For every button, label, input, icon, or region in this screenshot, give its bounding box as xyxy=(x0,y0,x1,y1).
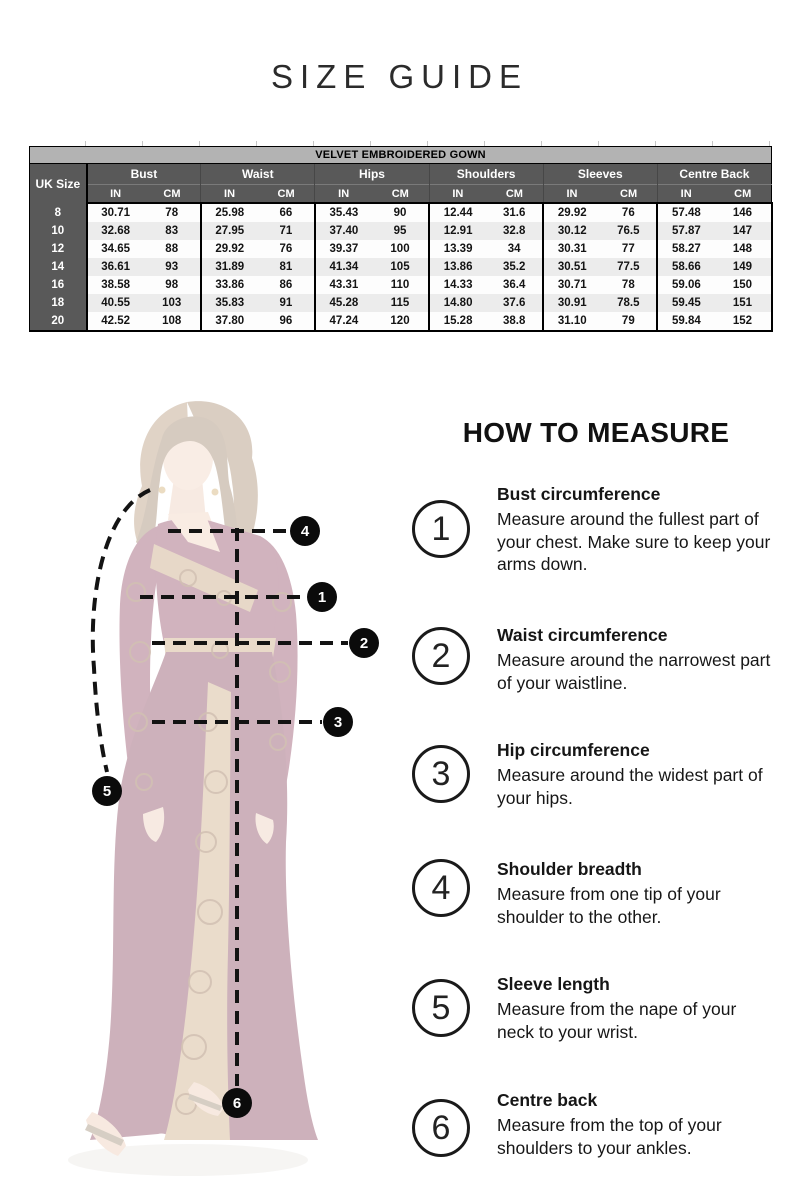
size-cell: 35.43 xyxy=(315,203,372,222)
size-cell: 78.5 xyxy=(600,294,657,312)
size-cell: 96 xyxy=(258,312,315,331)
measure-point-badge: 2 xyxy=(349,628,379,658)
size-cell: 57.87 xyxy=(657,222,714,240)
step-description: Measure from the nape of your neck to your wrist. xyxy=(497,999,737,1042)
unit-in-header: IN xyxy=(543,185,600,204)
size-cell: 43.31 xyxy=(315,276,372,294)
step-title: Waist circumference xyxy=(497,625,668,645)
size-row xyxy=(30,240,772,258)
step-number: 2 xyxy=(431,637,451,675)
size-cell: 31.10 xyxy=(543,312,600,331)
size-cell: 30.12 xyxy=(543,222,600,240)
size-cell: 42.52 xyxy=(87,312,144,331)
size-cell: 37.6 xyxy=(486,294,543,312)
step-number: 5 xyxy=(431,989,451,1027)
step-title: Sleeve length xyxy=(497,974,610,994)
size-cell: 115 xyxy=(372,294,429,312)
size-cell: 81 xyxy=(258,258,315,276)
size-cell: 78 xyxy=(600,276,657,294)
size-label: 12 xyxy=(30,240,87,258)
group-header: Bust xyxy=(87,164,201,185)
size-cell: 149 xyxy=(714,258,771,276)
unit-cm-header: CM xyxy=(600,185,657,204)
size-cell: 103 xyxy=(144,294,201,312)
size-cell: 66 xyxy=(258,203,315,222)
measure-point-badge: 6 xyxy=(222,1088,252,1118)
size-cell: 59.45 xyxy=(657,294,714,312)
size-cell: 150 xyxy=(714,276,771,294)
page-title: SIZE GUIDE xyxy=(270,58,529,95)
size-cell: 93 xyxy=(144,258,201,276)
size-row xyxy=(30,312,772,331)
step-circle xyxy=(412,1099,470,1157)
step-text xyxy=(497,625,775,694)
measure-point-badge: 4 xyxy=(290,516,320,546)
size-label: 18 xyxy=(30,294,87,312)
group-header: Waist xyxy=(201,164,315,185)
unit-cm-header: CM xyxy=(486,185,543,204)
size-cell: 152 xyxy=(714,312,771,331)
unit-in-header: IN xyxy=(657,185,714,204)
size-cell: 38.58 xyxy=(87,276,144,294)
unit-cm-header: CM xyxy=(714,185,771,204)
size-cell: 90 xyxy=(372,203,429,222)
size-cell: 41.34 xyxy=(315,258,372,276)
size-label: 8 xyxy=(30,203,87,222)
size-cell: 36.4 xyxy=(486,276,543,294)
step-description: Measure around the fullest part of your chest. Make sure to keep your arms down. xyxy=(497,509,771,574)
size-row xyxy=(30,294,772,312)
size-cell: 76 xyxy=(258,240,315,258)
size-cell: 108 xyxy=(144,312,201,331)
size-cell: 30.31 xyxy=(543,240,600,258)
group-header: Sleeves xyxy=(543,164,657,185)
unit-in-header: IN xyxy=(315,185,372,204)
measure-point-badge: 3 xyxy=(323,707,353,737)
size-cell: 30.71 xyxy=(87,203,144,222)
size-cell: 14.33 xyxy=(429,276,486,294)
size-label: 16 xyxy=(30,276,87,294)
unit-cm-header: CM xyxy=(144,185,201,204)
size-cell: 32.68 xyxy=(87,222,144,240)
uk-size-header: UK Size xyxy=(30,164,87,204)
size-cell: 15.28 xyxy=(429,312,486,331)
measure-point-badge: 1 xyxy=(307,582,337,612)
size-label: 10 xyxy=(30,222,87,240)
size-cell: 29.92 xyxy=(543,203,600,222)
size-cell: 30.51 xyxy=(543,258,600,276)
table-title-row xyxy=(30,147,772,164)
step-title: Centre back xyxy=(497,1090,598,1110)
step-number: 6 xyxy=(431,1109,451,1147)
size-cell: 29.92 xyxy=(201,240,258,258)
size-cell: 38.8 xyxy=(486,312,543,331)
size-cell: 98 xyxy=(144,276,201,294)
step-text xyxy=(497,974,775,1043)
table-group-header-row xyxy=(30,164,772,185)
size-cell: 57.48 xyxy=(657,203,714,222)
size-cell: 110 xyxy=(372,276,429,294)
size-cell: 27.95 xyxy=(201,222,258,240)
table-unit-row xyxy=(30,185,772,204)
size-cell: 12.91 xyxy=(429,222,486,240)
size-row xyxy=(30,276,772,294)
step-title: Shoulder breadth xyxy=(497,859,642,879)
size-cell: 146 xyxy=(714,203,771,222)
size-cell: 39.37 xyxy=(315,240,372,258)
size-cell: 45.28 xyxy=(315,294,372,312)
step-circle xyxy=(412,859,470,917)
size-cell: 13.86 xyxy=(429,258,486,276)
size-cell: 71 xyxy=(258,222,315,240)
step-number: 3 xyxy=(431,755,451,793)
product-title: VELVET EMBROIDERED GOWN xyxy=(30,147,772,164)
size-cell: 148 xyxy=(714,240,771,258)
step-title: Bust circumference xyxy=(497,484,661,504)
step-number: 1 xyxy=(431,510,451,548)
size-cell: 47.24 xyxy=(315,312,372,331)
unit-in-header: IN xyxy=(87,185,144,204)
size-cell: 31.89 xyxy=(201,258,258,276)
size-row xyxy=(30,258,772,276)
size-cell: 34.65 xyxy=(87,240,144,258)
unit-cm-header: CM xyxy=(372,185,429,204)
size-cell: 32.8 xyxy=(486,222,543,240)
size-cell: 120 xyxy=(372,312,429,331)
size-cell: 78 xyxy=(144,203,201,222)
size-cell: 59.06 xyxy=(657,276,714,294)
group-header: Centre Back xyxy=(657,164,771,185)
size-label: 14 xyxy=(30,258,87,276)
size-cell: 31.6 xyxy=(486,203,543,222)
size-cell: 12.44 xyxy=(429,203,486,222)
size-cell: 100 xyxy=(372,240,429,258)
size-row xyxy=(30,203,772,222)
size-cell: 30.91 xyxy=(543,294,600,312)
size-cell: 95 xyxy=(372,222,429,240)
size-cell: 83 xyxy=(144,222,201,240)
size-table xyxy=(29,146,773,332)
size-cell: 79 xyxy=(600,312,657,331)
step-text xyxy=(497,484,775,576)
unit-in-header: IN xyxy=(201,185,258,204)
size-cell: 13.39 xyxy=(429,240,486,258)
size-cell: 77 xyxy=(600,240,657,258)
group-header: Hips xyxy=(315,164,429,185)
size-cell: 76 xyxy=(600,203,657,222)
size-cell: 58.66 xyxy=(657,258,714,276)
size-cell: 58.27 xyxy=(657,240,714,258)
size-cell: 35.2 xyxy=(486,258,543,276)
size-cell: 147 xyxy=(714,222,771,240)
step-description: Measure from one tip of your shoulder to the other. xyxy=(497,884,721,927)
step-circle xyxy=(412,500,470,558)
size-row xyxy=(30,222,772,240)
step-description: Measure around the narrowest part of your waistline. xyxy=(497,650,771,693)
step-text xyxy=(497,859,775,928)
size-cell: 105 xyxy=(372,258,429,276)
step-text xyxy=(497,740,775,809)
size-cell: 86 xyxy=(258,276,315,294)
size-cell: 91 xyxy=(258,294,315,312)
size-cell: 76.5 xyxy=(600,222,657,240)
size-cell: 25.98 xyxy=(201,203,258,222)
size-cell: 59.84 xyxy=(657,312,714,331)
size-cell: 151 xyxy=(714,294,771,312)
unit-in-header: IN xyxy=(429,185,486,204)
how-to-measure-heading: HOW TO MEASURE xyxy=(462,417,730,448)
size-cell: 34 xyxy=(486,240,543,258)
measure-point-badge: 5 xyxy=(92,776,122,806)
step-text xyxy=(497,1090,775,1159)
step-circle xyxy=(412,627,470,685)
size-cell: 14.80 xyxy=(429,294,486,312)
size-cell: 40.55 xyxy=(87,294,144,312)
step-circle xyxy=(412,979,470,1037)
size-cell: 30.71 xyxy=(543,276,600,294)
step-number: 4 xyxy=(431,869,451,907)
size-cell: 35.83 xyxy=(201,294,258,312)
size-cell: 37.80 xyxy=(201,312,258,331)
size-label: 20 xyxy=(30,312,87,331)
step-title: Hip circumference xyxy=(497,740,650,760)
size-cell: 88 xyxy=(144,240,201,258)
group-header: Shoulders xyxy=(429,164,543,185)
size-cell: 37.40 xyxy=(315,222,372,240)
size-cell: 33.86 xyxy=(201,276,258,294)
step-description: Measure from the top of your shoulders to your ankles. xyxy=(497,1115,722,1158)
size-cell: 36.61 xyxy=(87,258,144,276)
step-circle xyxy=(412,745,470,803)
unit-cm-header: CM xyxy=(258,185,315,204)
step-description: Measure around the widest part of your hips. xyxy=(497,765,763,808)
size-cell: 77.5 xyxy=(600,258,657,276)
